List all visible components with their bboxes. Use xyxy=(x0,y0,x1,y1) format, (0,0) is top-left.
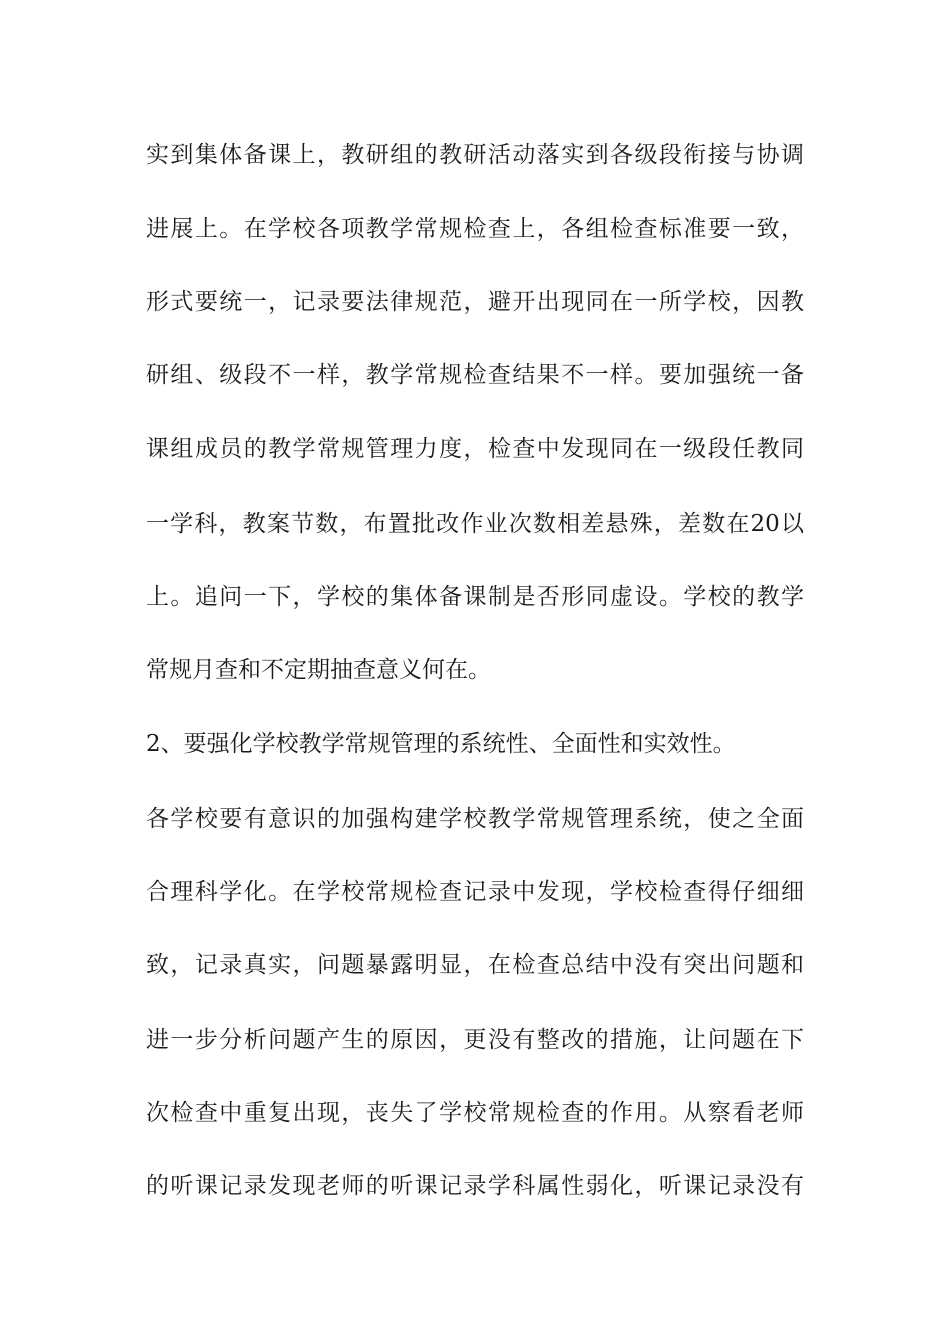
text-line: 各学校要有意识的加强构建学校教学常规管理系统，使之全面 xyxy=(146,806,804,832)
text-line: 实到集体备课上，教研组的教研活动落实到各级段衔接与协调 xyxy=(146,142,804,168)
section-heading: 2、要强化学校教学常规管理的系统性、全面性和实效性。 xyxy=(146,731,736,757)
text-line: 上。追问一下，学校的集体备课制是否形同虚设。学校的教学 xyxy=(146,584,804,610)
text-line: 常规月查和不定期抽查意义何在。 xyxy=(146,657,491,683)
text-line: 合理科学化。在学校常规检查记录中发现，学校检查得仔细细 xyxy=(146,879,804,905)
text-line: 形式要统一，记录要法律规范，避开出现同在一所学校，因教 xyxy=(146,289,804,315)
text-line: 进展上。在学校各项教学常规检查上，各组检查标准要一致， xyxy=(146,216,804,242)
text-line: 的听课记录发现老师的听课记录学科属性弱化，听课记录没有 xyxy=(146,1173,804,1199)
text-line: 一学科，教案节数，布置批改作业次数相差悬殊，差数在20以 xyxy=(146,511,804,537)
text-line: 进一步分析问题产生的原因，更没有整改的措施，让问题在下 xyxy=(146,1027,804,1053)
text-line: 致，记录真实，问题暴露明显，在检查总结中没有突出问题和 xyxy=(146,952,804,978)
text-line: 课组成员的教学常规管理力度，检查中发现同在一级段任教同 xyxy=(146,436,804,462)
text-line: 研组、级段不一样，教学常规检查结果不一样。要加强统一备 xyxy=(146,362,804,388)
text-line: 次检查中重复出现，丧失了学校常规检查的作用。从察看老师 xyxy=(146,1100,804,1126)
